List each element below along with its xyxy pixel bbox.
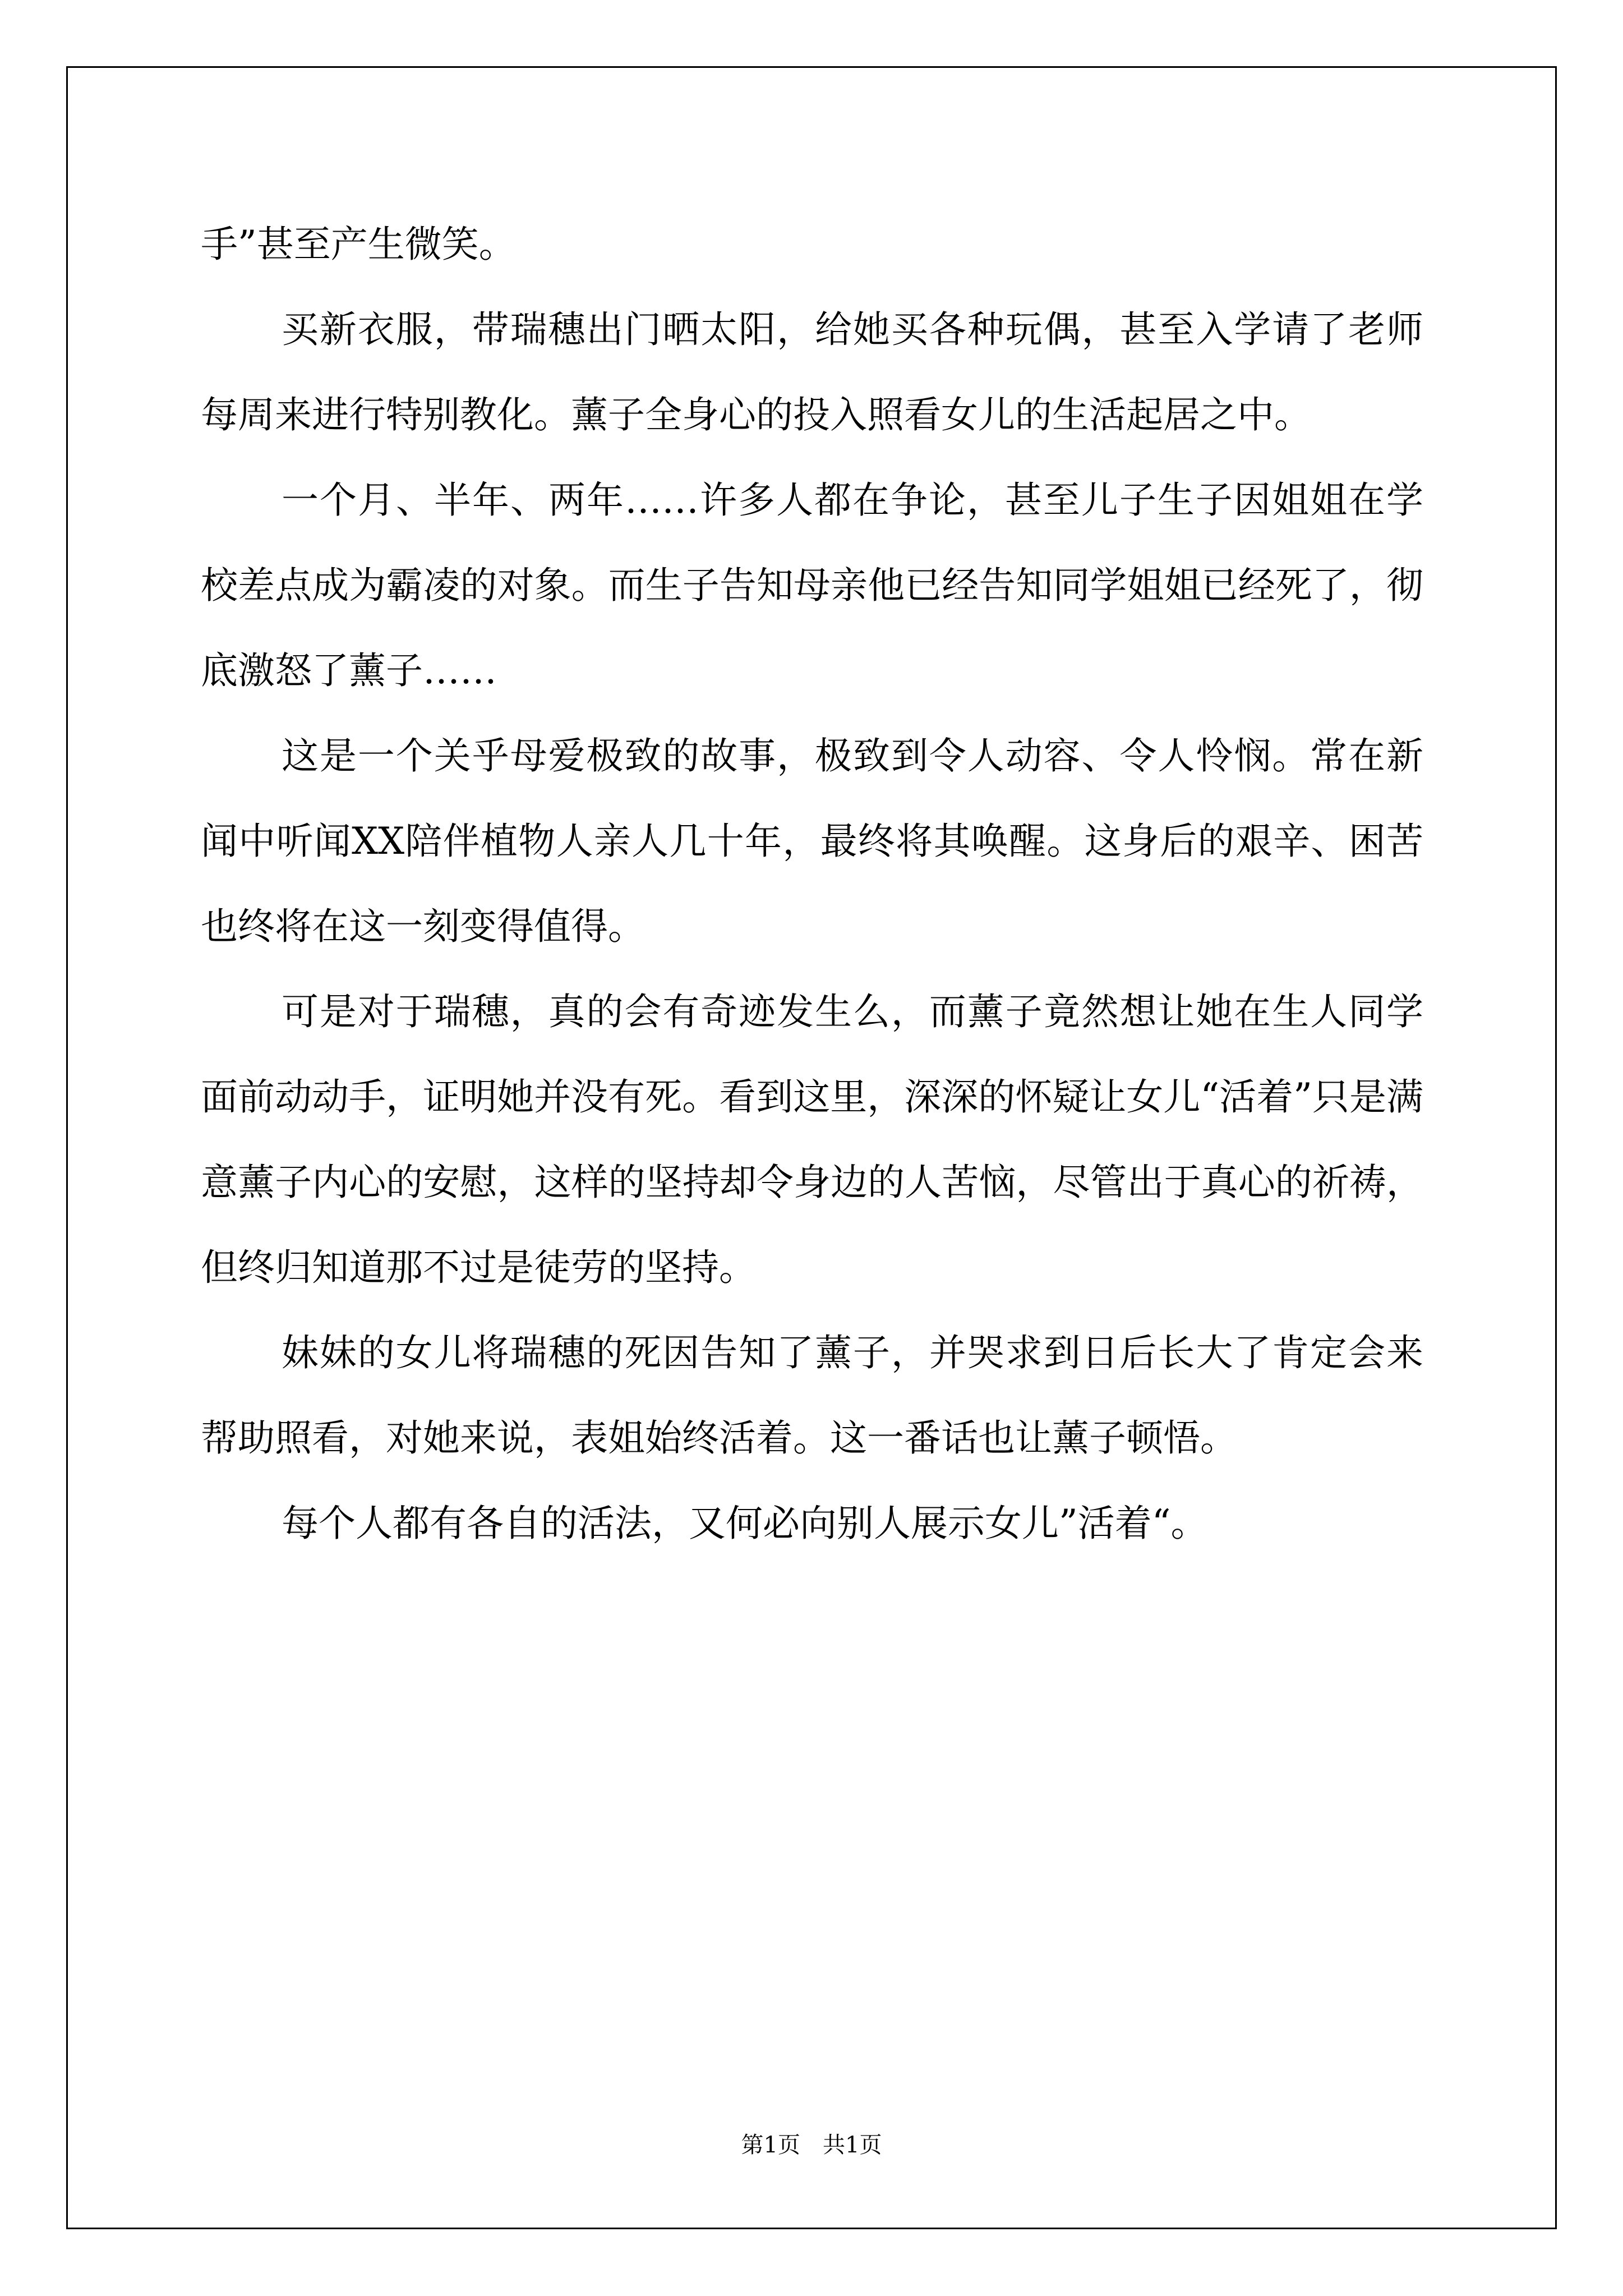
document-body xyxy=(201,202,1423,1566)
paragraph-3: 一个月、半年、两年……许多人都在争论，甚至儿子生子因姐姐在学校差点成为霸凌的对象。而生子告知母亲他已经告知同学姐姐已经死了，彻底激怒了薰子…… xyxy=(201,478,1423,692)
paragraph-6: 妹妹的女儿将瑞穗的死因告知了薰子，并哭求到日后长大了肯定会来帮助照看，对她来说，表姐始终活着。这一番话也让薰子顿悟。 xyxy=(201,1331,1423,1460)
paragraph-2: 买新衣服，带瑞穗出门晒太阳，给她买各种玩偶，甚至入学请了老师每周来进行特别教化。薰子全身心的投入照看女儿的生活起居之中。 xyxy=(201,308,1423,436)
page-footer: 第1页 共1页 xyxy=(741,2132,882,2158)
paragraph-7: 每个人都有各自的活法，又何必向别人展示女儿”活着“。 xyxy=(282,1502,1208,1545)
paragraph-1: 手”甚至产生微笑。 xyxy=(201,223,516,266)
paragraph-4: 这是一个关乎母爱极致的故事，极致到令人动容、令人怜悯。常在新闻中听闻XX陪伴植物人亲人几十年，最终将其唤醒。这身后的艰辛、困苦也终将在这一刻变得值得。 xyxy=(201,734,1423,948)
paragraph-5: 可是对于瑞穗，真的会有奇迹发生么，而薰子竟然想让她在生人同学面前动动手，证明她并没有死。看到这里，深深的怀疑让女儿“活着”只是满意薰子内心的安慰，这样的坚持却令身边的人苦恼，尽管出于真心的祈祷，但终归知道那不过是徒劳的坚持。 xyxy=(201,990,1423,1289)
